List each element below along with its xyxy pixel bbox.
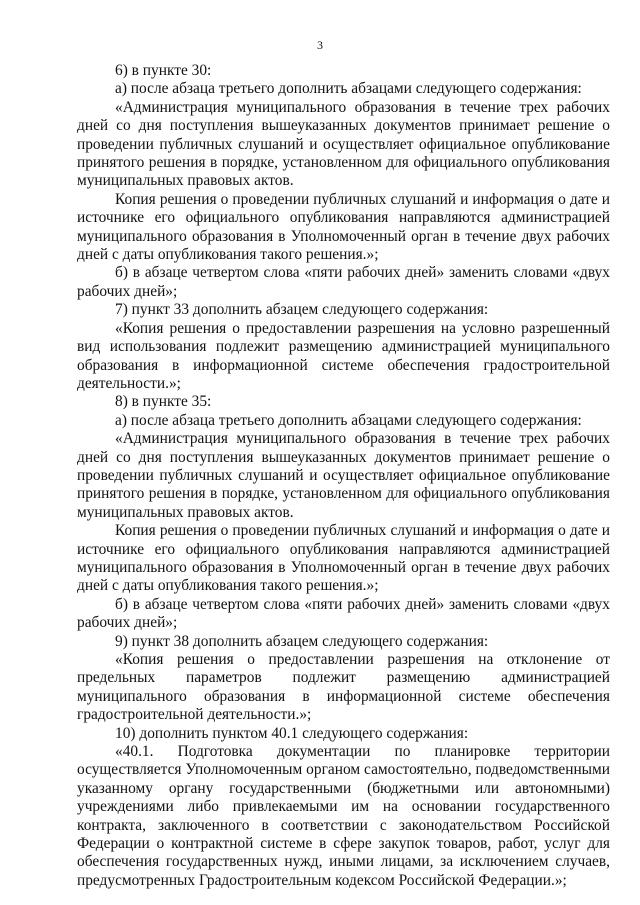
paragraph: Копия решения о проведении публичных слушаний и информация о дате и источнике его официального опубликования направляются администрацией муниципального образования в Уполномоченный орган в течение двух рабочих дней с даты опубликования такого решения.»; [77,190,610,264]
paragraph: «Копия решения о предоставлении разрешения на условно разрешенный вид использования подлежит размещению администрацией муниципального образования в информационной системе обеспечения градостроительной деятельности.»; [77,319,610,392]
document-body [77,62,610,890]
paragraph: 10) дополнить пунктом 40.1 следующего содержания: [115,724,469,742]
paragraph: 9) пункт 38 дополнить абзацем следующего содержания: [115,632,489,650]
paragraph: «40.1. Подготовка документации по планировке территории осуществляется Уполномоченным органом самостоятельно, подведомственными указанному органу государственными (бюджетными или автономными) учреждениями либо привлекаемыми им на основании государственного контракта, заключенного в соответствии с законодательством Российской Федерации о контрактной системе в сфере закупок товаров, работ, услуг для обеспечения государственных нужд, иными лицами, за исключением случаев, предусмотренных Градостроительным кодексом Российской Федерации.»; [77,743,610,889]
paragraph: «Администрация муниципального образования в течение трех рабочих дней со дня поступления вышеуказанных документов принимает решение о проведении публичных слушаний и осуществляет официальное опубликование принятого решения в порядке, установленном для официального опубликования муниципальных правовых актов. [77,98,610,190]
paragraph: «Копия решения о предоставлении разрешения на отклонение от предельных параметров подлежит размещению администрацией муниципального образования в информационной системе обеспечения градостроительной деятельности.»; [77,651,610,724]
page-number: 3 [317,38,323,52]
paragraph: Копия решения о проведении публичных слушаний и информация о дате и источнике его официального опубликования направляются администрацией муниципального образования в Уполномоченный орган в течение двух рабочих дней с даты опубликования такого решения.»; [77,522,610,595]
paragraph: б) в абзаце четвертом слова «пяти рабочих дней» заменить словами «двух рабочих дней»; [77,264,610,300]
paragraph: 8) в пункте 35: [115,393,212,411]
paragraph: б) в абзаце четвертом слова «пяти рабочих дней» заменить словами «двух рабочих дней»; [77,595,610,632]
paragraph: «Администрация муниципального образования в течение трех рабочих дней со дня поступления вышеуказанных документов принимает решение о проведении публичных слушаний и осуществляет официальное опубликование принятого решения в порядке, установленном для официального опубликования муниципальных правовых актов. [77,430,610,521]
paragraph: а) после абзаца третьего дополнить абзацами следующего содержания: [115,411,582,429]
paragraph: а) после абзаца третьего дополнить абзацами следующего содержания: [115,80,582,98]
paragraph: 7) пункт 33 дополнить абзацем следующего содержания: [115,301,489,319]
paragraph: 6) в пункте 30: [115,62,212,79]
